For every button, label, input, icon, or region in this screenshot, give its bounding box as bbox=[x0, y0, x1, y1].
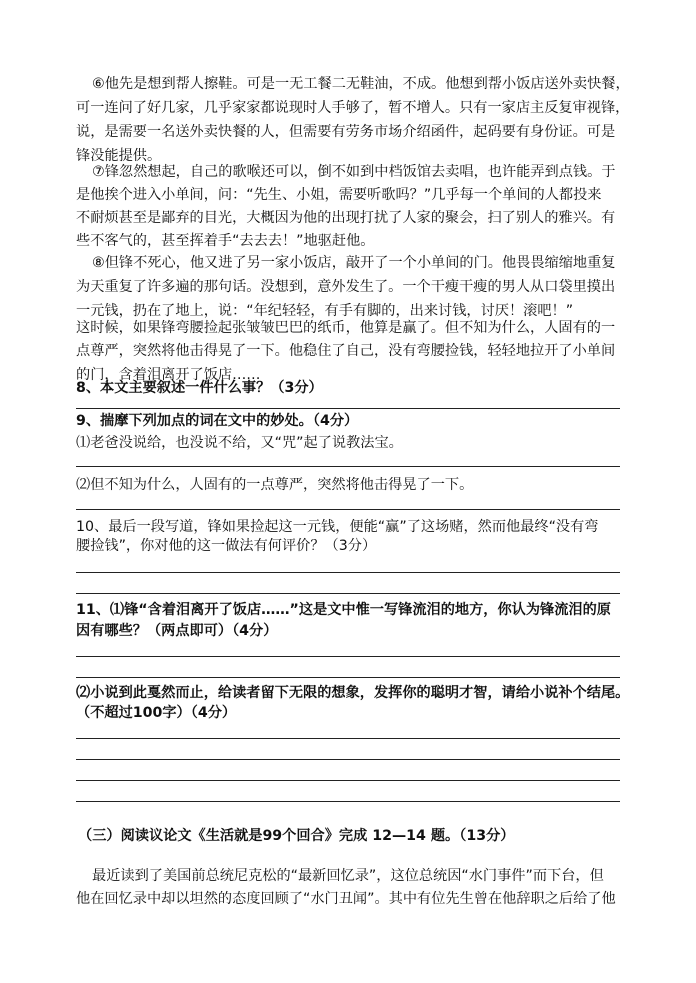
answer-line[interactable] bbox=[76, 466, 620, 467]
passage-line: 点尊严，突然将他击得晃了一下。他稳住了自己，没有弯腰捡钱，轻轻地拉开了小单间 bbox=[76, 343, 616, 359]
answer-line[interactable] bbox=[76, 738, 620, 739]
passage-line: 些不客气的，甚至挥着手“去去去！”地驱赶他。 bbox=[76, 233, 375, 249]
passage-line: ⑧但锋不死心，他又进了另一家小饭店，敲开了一个小单间的门。他畏畏缩缩地重复 bbox=[92, 255, 616, 271]
passage-line: 一元钱，扔在了地上，说：“年纪轻轻，有手有脚的，出来讨钱，讨厌！滚吧！” bbox=[76, 303, 574, 319]
passage-line: 这时候，如果锋弯腰捡起张皱皱巴巴的纸币，他算是赢了。但不知为什么，人固有的一 bbox=[76, 320, 616, 336]
passage-line: 锋没能提供。 bbox=[76, 148, 162, 164]
question-8: 8、本文主要叙述一件什么事？（3分） bbox=[76, 380, 323, 396]
passage-line: 是他挨个进入小单间，问：“先生、小姐，需要听歌吗？”几乎每一个单间的人都投来 bbox=[76, 187, 602, 203]
answer-line[interactable] bbox=[76, 593, 620, 594]
question-9: 9、揣摩下列加点的词在文中的妙处。（4分） bbox=[76, 413, 359, 429]
section-3-heading: （三）阅读议论文《生活就是99个回合》完成 12—14 题。（13分） bbox=[78, 828, 515, 844]
passage-line: 的门，含着泪离开了饭店…… bbox=[76, 367, 261, 383]
question-10: 10、最后一段写道，锋如果捡起这一元钱，便能“赢”了这场赌，然而他最终“没有弯 bbox=[76, 519, 599, 535]
answer-line[interactable] bbox=[76, 408, 620, 409]
answer-line[interactable] bbox=[76, 509, 620, 510]
question-11-1-cont: 因有哪些？（两点即可）（4分） bbox=[76, 623, 278, 639]
section-3-paragraph: 最近读到了美国前总统尼克松的“最新回忆录”，这位总统因“水门事件”而下台，但 bbox=[92, 868, 604, 884]
question-10-cont: 腰捡钱”，你对他的这一做法有何评价？（3分） bbox=[76, 538, 377, 554]
question-9-item-2: ⑵但不知为什么，人固有的一点尊严，突然将他击得晃了一下。 bbox=[76, 477, 474, 493]
passage-line: 为天重复了许多遍的那句话。没想到，意外发生了。一个干瘦干瘦的男人从口袋里摸出 bbox=[76, 279, 616, 295]
section-3-paragraph-cont: 他在回忆录中却以坦然的态度回顾了“水门丑闻”。其中有位先生曾在他辞职之后给了他 bbox=[76, 891, 616, 907]
passage-line: ⑥他先是想到帮人擦鞋。可是一无工餐二无鞋油，不成。他想到帮小饭店送外卖快餐， bbox=[92, 76, 630, 92]
answer-line[interactable] bbox=[76, 572, 620, 573]
question-11-2-cont: （不超过100字）（4分） bbox=[76, 705, 237, 721]
question-11-1: 11、⑴锋“含着泪离开了饭店……”这是文中惟一写锋流泪的地方，你认为锋流泪的原 bbox=[76, 602, 611, 618]
passage-line: 不耐烦甚至是鄙弃的目光，大概因为他的出现打扰了人家的聚会，扫了别人的雅兴。有 bbox=[76, 210, 616, 226]
answer-line[interactable] bbox=[76, 759, 620, 760]
question-11-2: ⑵小说到此戛然而止，给读者留下无限的想象，发挥你的聪明才智，请给小说补个结尾。 bbox=[76, 685, 630, 701]
answer-line[interactable] bbox=[76, 677, 620, 678]
passage-line: ⑦锋忽然想起，自己的歌喉还可以，倒不如到中档饭馆去卖唱，也许能弄到点钱。于 bbox=[92, 164, 616, 180]
answer-line[interactable] bbox=[76, 780, 620, 781]
question-9-item-1: ⑴老爸没说给，也没说不给，又“咒”起了说教法宝。 bbox=[76, 435, 403, 451]
passage-line: 可一连问了好几家，几乎家家都说现时人手够了，暂不增人。只有一家店主反复审视锋， bbox=[76, 100, 630, 116]
answer-line[interactable] bbox=[76, 801, 620, 802]
answer-line[interactable] bbox=[76, 656, 620, 657]
passage-line: 说，是需要一名送外卖快餐的人，但需要有劳务市场介绍函件，起码要有身份证。可是 bbox=[76, 124, 616, 140]
